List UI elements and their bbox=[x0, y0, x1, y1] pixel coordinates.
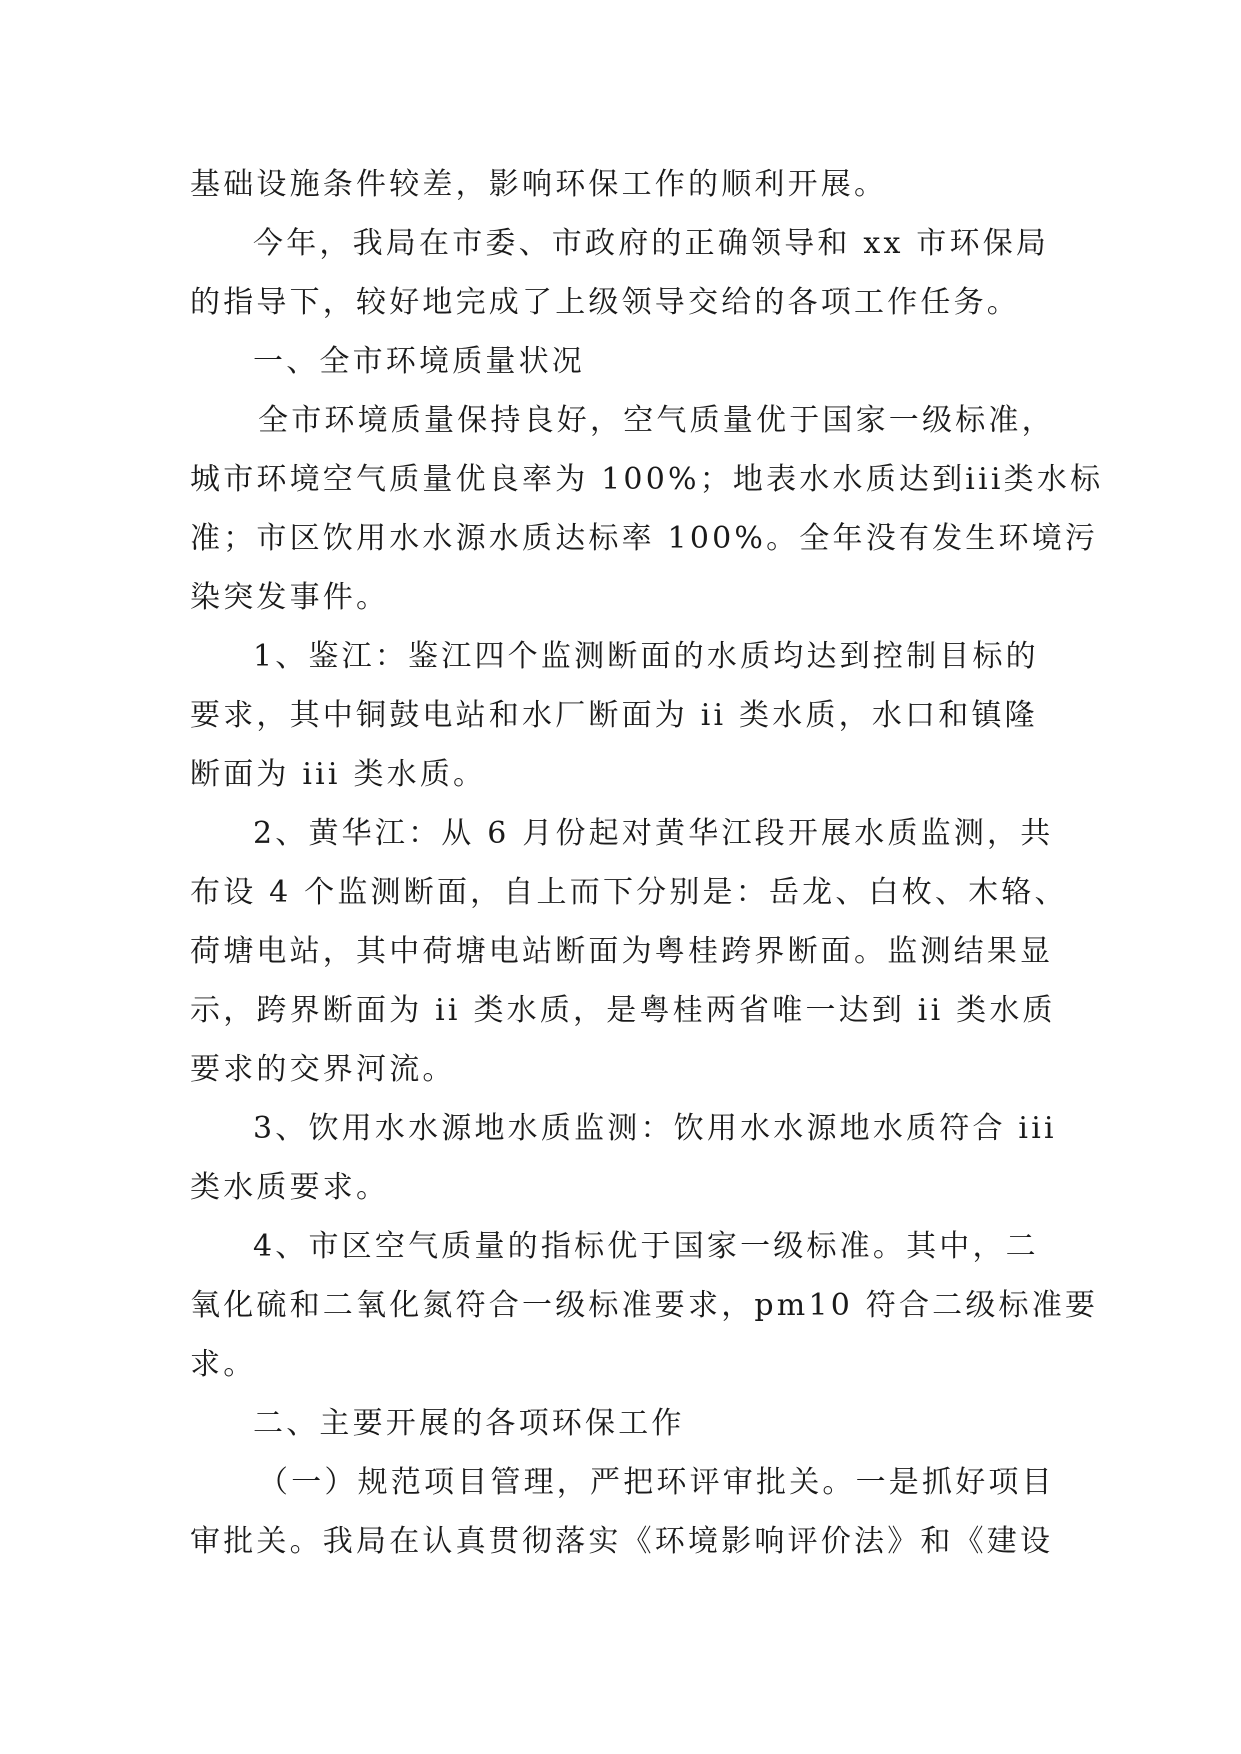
paragraph-start-line: （一）规范项目管理，严把环评审批关。一是抓好项目 bbox=[258, 1465, 1055, 1500]
text-line: 基础设施条件较差，影响环保工作的顺利开展。 bbox=[190, 167, 888, 202]
text-line: 布设 4 个监测断面，自上而下分别是：岳龙、白枚、木辂、 bbox=[190, 875, 1068, 910]
text-line: 的指导下，较好地完成了上级领导交给的各项工作任务。 bbox=[190, 285, 1020, 320]
text-line: 类水质要求。 bbox=[190, 1170, 390, 1205]
list-item-start-line: 3、饮用水水源地水质监测：饮用水水源地水质符合 iii bbox=[253, 1111, 1057, 1146]
text-line: 审批关。我局在认真贯彻落实《环境影响评价法》和《建设 bbox=[190, 1524, 1054, 1559]
list-item-start-line: 1、鉴江：鉴江四个监测断面的水质均达到控制目标的 bbox=[253, 639, 1039, 674]
text-line: 要求的交界河流。 bbox=[190, 1052, 456, 1087]
paragraph-start-line: 全市环境质量保持良好，空气质量优于国家一级标准， bbox=[258, 403, 1055, 438]
text-line: 示，跨界断面为 ii 类水质，是粤桂两省唯一达到 ii 类水质 bbox=[190, 993, 1056, 1028]
text-line: 求。 bbox=[190, 1347, 257, 1382]
document-body bbox=[190, 155, 1104, 1571]
list-item-start-line: 2、黄华江：从 6 月份起对黄华江段开展水质监测，共 bbox=[253, 816, 1054, 851]
section-heading: 一、全市环境质量状况 bbox=[253, 344, 585, 379]
list-item-start-line: 4、市区空气质量的指标优于国家一级标准。其中，二 bbox=[253, 1229, 1039, 1264]
text-line: 荷塘电站，其中荷塘电站断面为粤桂跨界断面。监测结果显 bbox=[190, 934, 1054, 969]
text-line: 城市环境空气质量优良率为 100%；地表水水质达到iii类水标 bbox=[190, 462, 1104, 497]
text-line: 断面为 iii 类水质。 bbox=[190, 757, 487, 792]
section-heading: 二、主要开展的各项环保工作 bbox=[253, 1406, 685, 1441]
text-line: 要求，其中铜鼓电站和水厂断面为 ii 类水质，水口和镇隆 bbox=[190, 698, 1038, 733]
text-line: 准；市区饮用水水源水质达标率 100%。全年没有发生环境污 bbox=[190, 521, 1099, 556]
paragraph-start-line: 今年，我局在市委、市政府的正确领导和 xx 市环保局 bbox=[253, 226, 1050, 261]
text-line: 染突发事件。 bbox=[190, 580, 390, 615]
text-line: 氧化硫和二氧化氮符合一级标准要求，pm10 符合二级标准要 bbox=[190, 1288, 1099, 1323]
